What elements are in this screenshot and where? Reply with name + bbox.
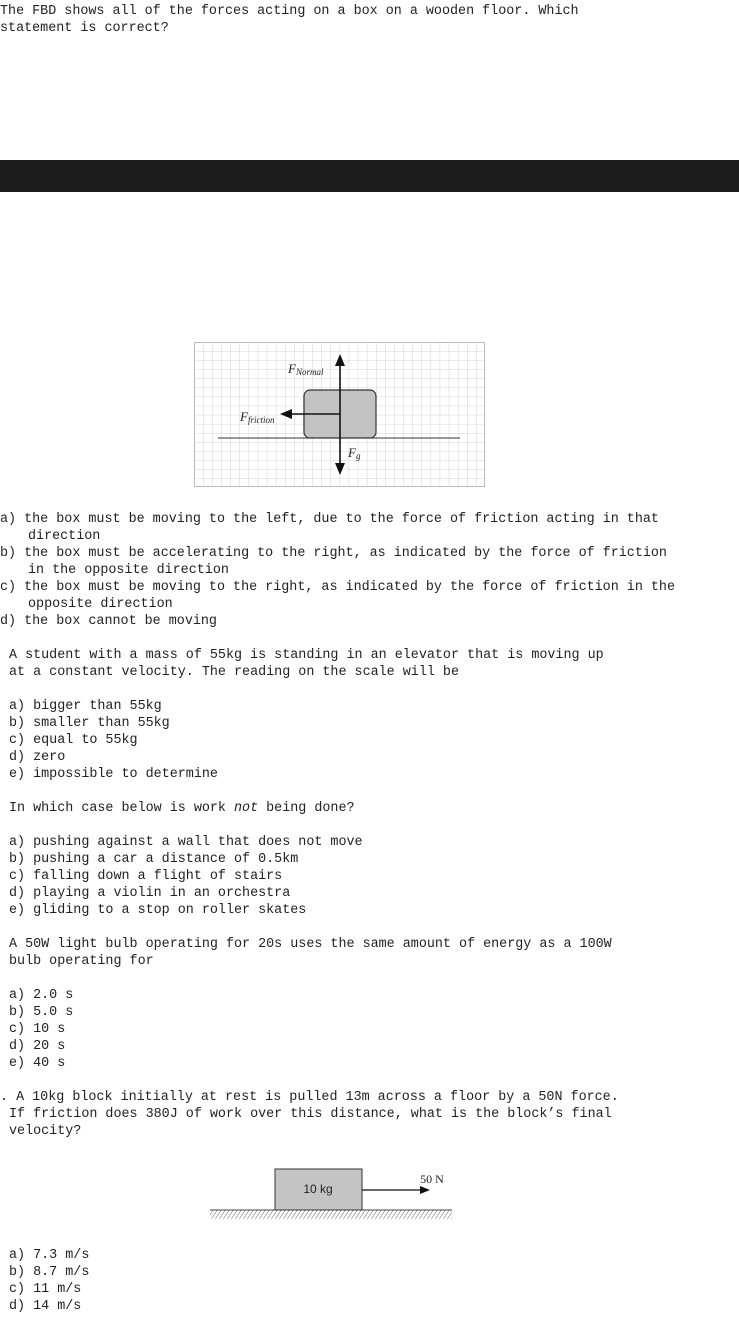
q5-option-b[interactable]: b) 8.7 m/s [9, 1265, 90, 1280]
q3-option-c[interactable]: c) falling down a flight of stairs [9, 869, 283, 884]
q2-option-e[interactable]: e) impossible to determine [9, 767, 218, 782]
q5-prompt-line3: velocity? [9, 1124, 82, 1139]
q4-prompt-line1: A 50W light bulb operating for 20s uses the same amount of energy as a 100W [9, 937, 612, 952]
q5-prompt-line1: . A 10kg block initially at rest is pulled 13m across a floor by a 50N force. [0, 1090, 619, 1105]
q3-prompt-emphasis: not [234, 801, 259, 816]
q3-option-a[interactable]: a) pushing against a wall that does not move [9, 835, 363, 850]
q2-prompt-line1: A student with a mass of 55kg is standing in an elevator that is moving up [9, 648, 604, 663]
label-f-normal: FNormal [288, 361, 324, 377]
q4-option-e[interactable]: e) 40 s [9, 1056, 66, 1071]
q2-options [9, 698, 218, 783]
label-f-gravity: Fg [348, 445, 361, 461]
q1-prompt-line2: statement is correct? [0, 21, 169, 36]
q5-prompt-line2: If friction does 380J of work over this distance, what is the block’s final [9, 1107, 612, 1122]
q5-option-c[interactable]: c) 11 m/s [9, 1282, 82, 1297]
q3-prompt [9, 800, 355, 817]
q3-option-d[interactable]: d) playing a violin in an orchestra [9, 886, 291, 901]
q1-option-b[interactable]: b) the box must be accelerating to the right, as indicated by the force of friction in the opposite direction [0, 546, 667, 578]
q2-option-c[interactable]: c) equal to 55kg [9, 733, 138, 748]
q1-option-c[interactable]: c) the box must be moving to the right, as indicated by the force of friction in the opposite direction [0, 580, 675, 612]
q3-prompt-after: being done? [258, 801, 355, 816]
pull-force-label: 50 N [420, 1172, 444, 1186]
fbd-figure [194, 342, 485, 487]
q1-options [0, 511, 690, 630]
q2-prompt-line2: at a constant velocity. The reading on the scale will be [9, 665, 459, 680]
q4-options [9, 987, 73, 1072]
q1-prompt-line1: The FBD shows all of the forces acting on a box on a wooden floor. Which [0, 4, 579, 19]
q2-option-a[interactable]: a) bigger than 55kg [9, 699, 162, 714]
q1-option-a[interactable]: a) the box must be moving to the left, due to the force of friction acting in that direction [0, 512, 659, 544]
block-figure [208, 1164, 456, 1224]
q5-options [9, 1247, 89, 1315]
q3-option-b[interactable]: b) pushing a car a distance of 0.5km [9, 852, 299, 867]
q3-option-e[interactable]: e) gliding to a stop on roller skates [9, 903, 307, 918]
q4-option-c[interactable]: c) 10 s [9, 1022, 66, 1037]
label-f-friction: Ffriction [240, 409, 275, 425]
q3-prompt-before: In which case below is work [9, 801, 234, 816]
q2-option-b[interactable]: b) smaller than 55kg [9, 716, 170, 731]
q4-option-a[interactable]: a) 2.0 s [9, 988, 74, 1003]
q5-option-d[interactable]: d) 14 m/s [9, 1299, 82, 1314]
q2-option-d[interactable]: d) zero [9, 750, 66, 765]
fbd-diagram [194, 342, 485, 487]
q5-option-a[interactable]: a) 7.3 m/s [9, 1248, 90, 1263]
pull-force-arrowhead [420, 1186, 430, 1194]
q4-prompt-line2: bulb operating for [9, 954, 154, 969]
block-diagram [208, 1164, 456, 1224]
q1-option-d[interactable]: d) the box cannot be moving [0, 614, 217, 629]
q4-option-d[interactable]: d) 20 s [9, 1039, 66, 1054]
floor-hatch [210, 1210, 452, 1219]
q4-option-b[interactable]: b) 5.0 s [9, 1005, 74, 1020]
dark-divider-bar [0, 160, 739, 192]
q3-options [9, 834, 363, 919]
block-mass-label: 10 kg [303, 1182, 333, 1196]
